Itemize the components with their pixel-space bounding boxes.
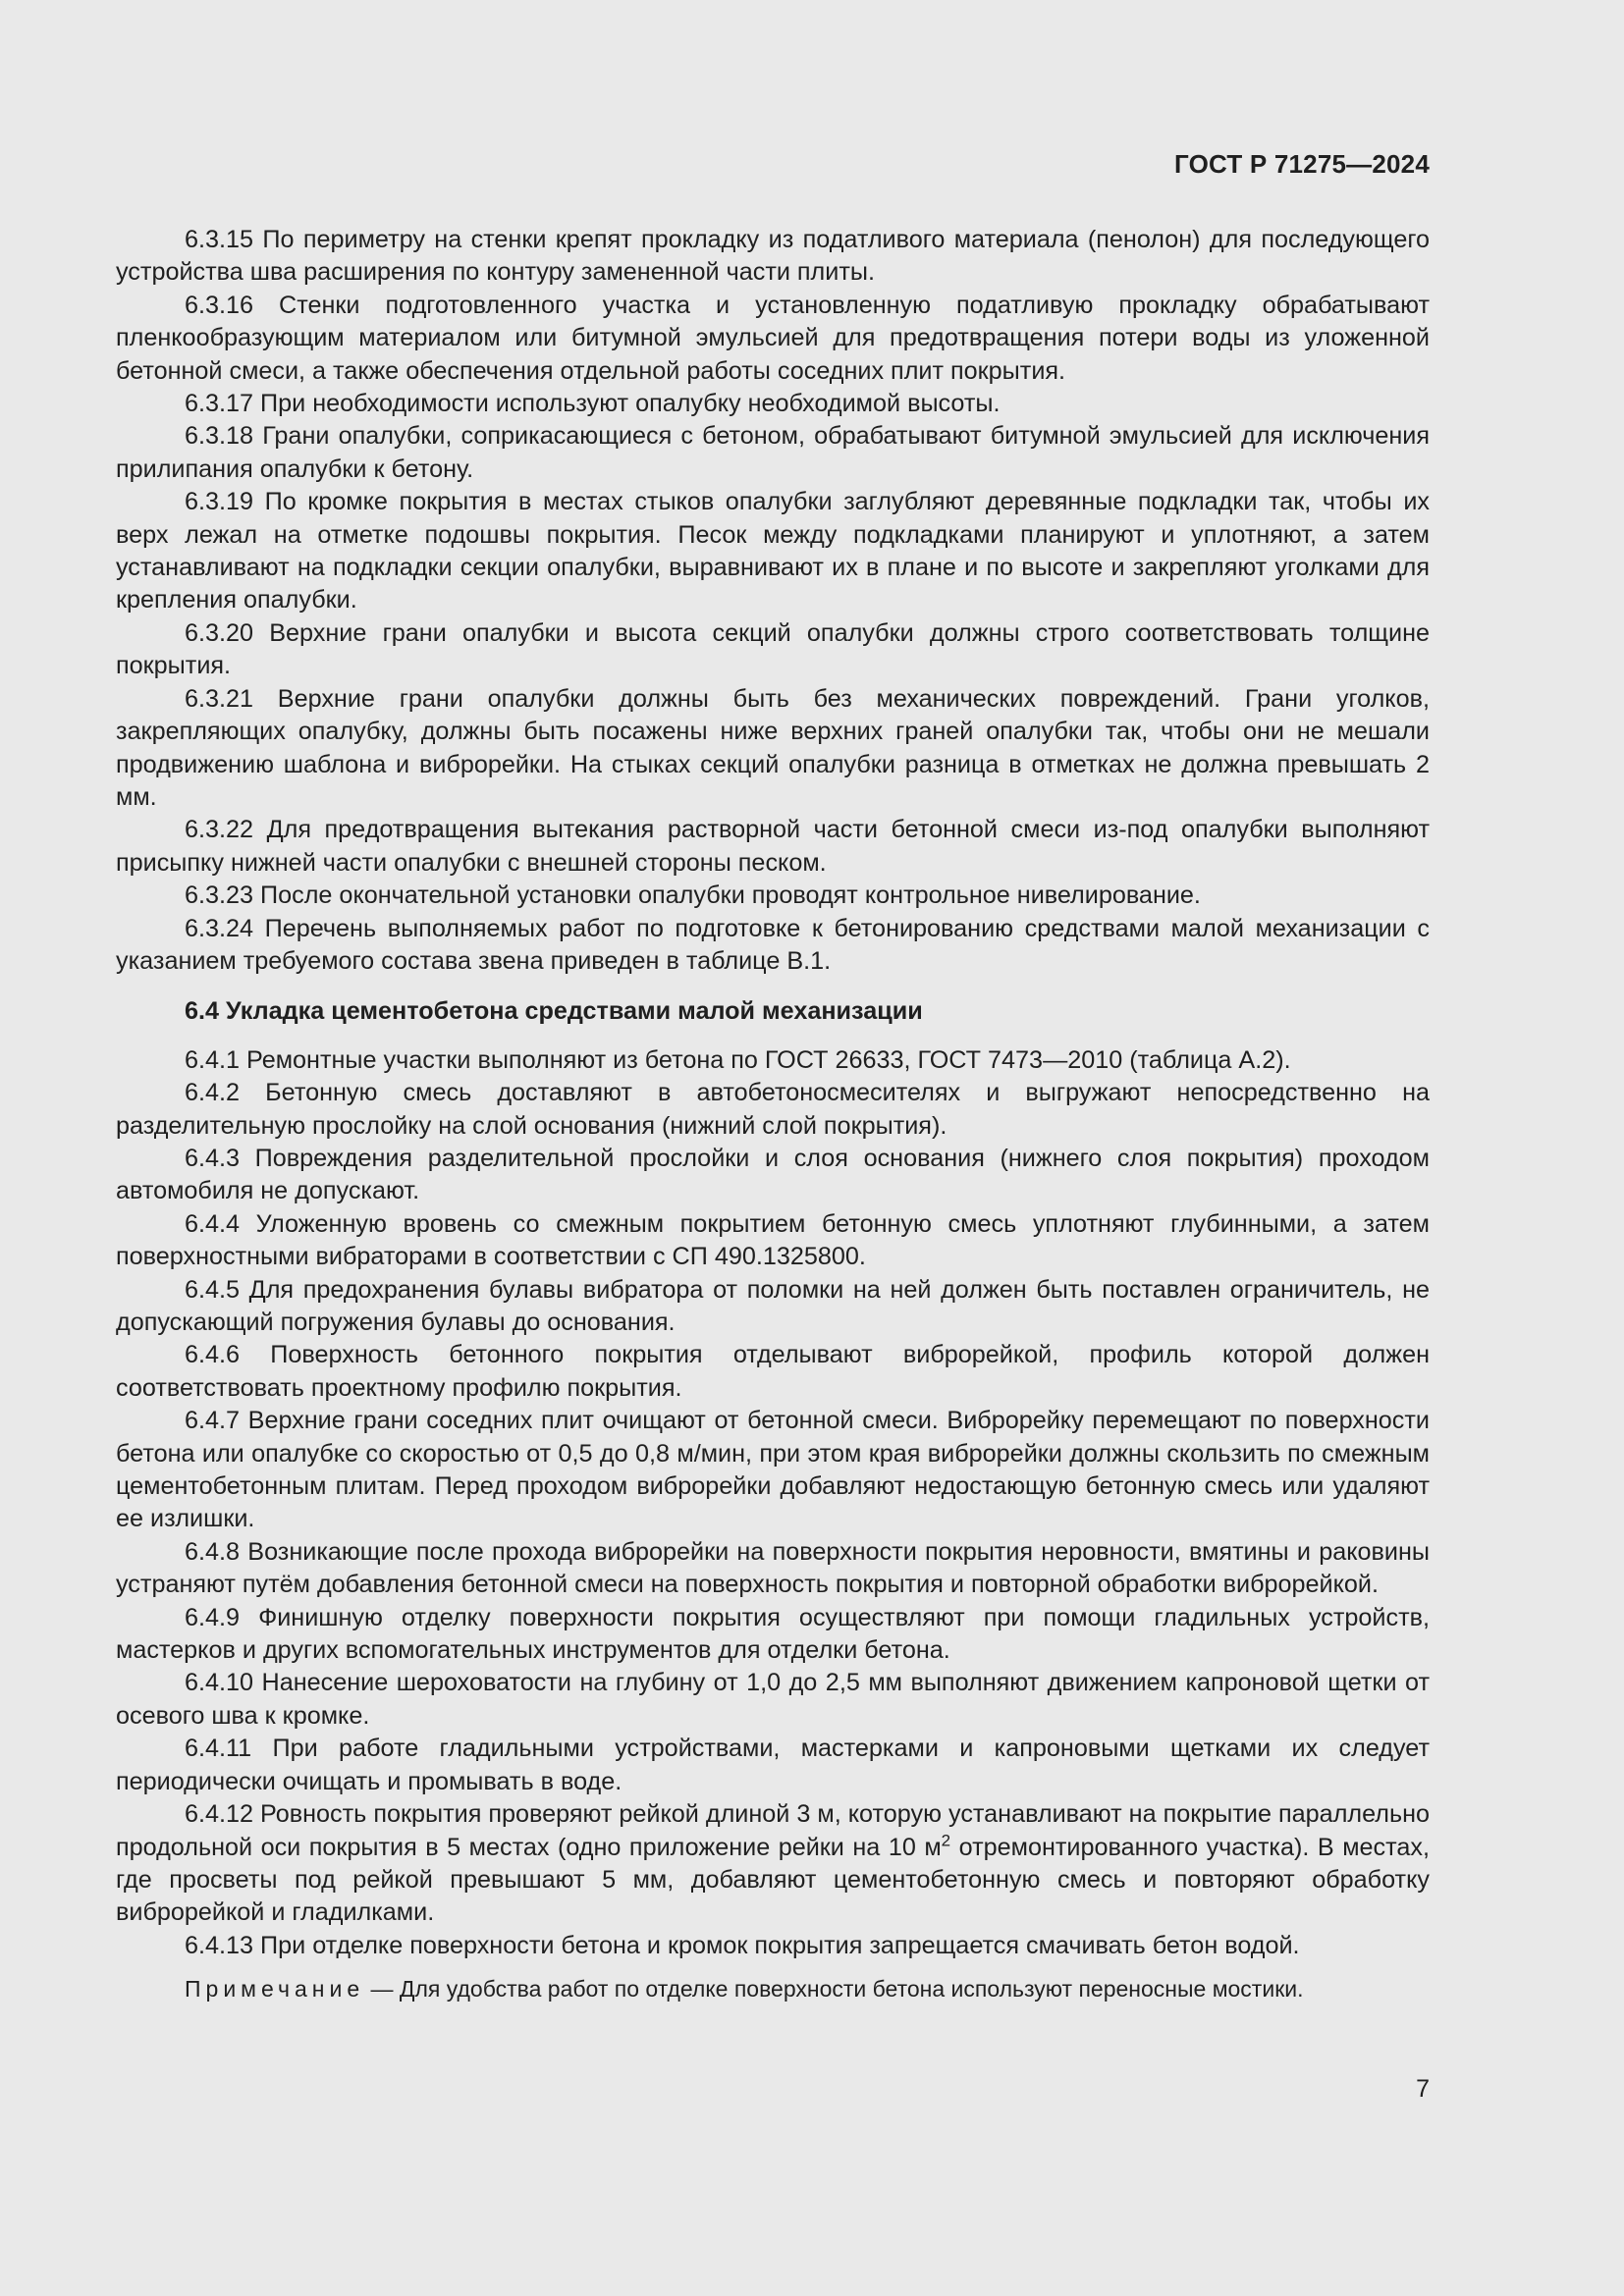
paragraph-6-4-11: 6.4.11 При работе гладильными устройствами, мастерками и капроновыми щетками их следует периодически очищать и промывать в воде. bbox=[116, 1735, 1430, 1795]
paragraph-6-3-21: 6.3.21 Верхние грани опалубки должны быть без механических повреждений. Грани уголков, закрепляющих опалубку, должны быть посажены ниже верхних граней опалубки так, чтобы они не мешали продвижению шаблона и виброрейки. На стыках секций опалубки разница в отметках не должна превышать 2 мм. bbox=[116, 684, 1430, 811]
section-title-6-4: 6.4 Укладка цементобетона средствами малой механизации bbox=[185, 997, 923, 1026]
paragraph-6-3-16: 6.3.16 Стенки подготовленного участка и установленную податливую прокладку обрабатывают пленкообразующим материалом или битумной эмульсией для предотвращения потери воды из уложенной бетонной смеси, а также обеспечения отдельной работы соседних плит покрытия. bbox=[116, 291, 1430, 385]
paragraph-6-4-7: 6.4.7 Верхние грани соседних плит очищают от бетонной смеси. Виброрейку перемещают по поверхности бетона или опалубке со скоростью от 0,5 до 0,8 м/мин, при этом края виброрейки должны скользить по смежным цементобетонным плитам. Перед проходом виброрейки добавляют недостающую бетонную смесь или удаляют ее излишки. bbox=[116, 1407, 1430, 1533]
paragraph-6-4-12-part-1: 6.4.12 Ровность покрытия проверяют рейкой длиной 3 м, которую устанавливают на покрытие параллельно продольной оси покрытия в 5 местах (одно приложение рейки на 10 м bbox=[116, 1800, 1430, 1861]
paragraph-6-4-4: 6.4.4 Уложенную вровень со смежным покрытием бетонную смесь уплотняют глубинными, а затем поверхностными вибраторами в соответствии с СП 490.1325800. bbox=[116, 1209, 1430, 1271]
paragraph-6-3-20: 6.3.20 Верхние грани опалубки и высота секций опалубки должны строго соответствовать толщине покрытия. bbox=[116, 618, 1430, 680]
paragraph-6-3-17: 6.3.17 При необходимости используют опалубку необходимой высоты. bbox=[185, 390, 1001, 418]
paragraph-6-4-5: 6.4.5 Для предохранения булавы вибратора от поломки на ней должен быть поставлен ограничитель, не допускающий погружения булавы до основания. bbox=[116, 1275, 1430, 1336]
paragraph-6-4-1: 6.4.1 Ремонтные участки выполняют из бетона по ГОСТ 26633, ГОСТ 7473—2010 (таблица А.2). bbox=[185, 1045, 1291, 1074]
paragraph-6-3-15: 6.3.15 По периметру на стенки крепят прокладку из податливого материала (пенолон) для последующего устройства шва расширения по контуру замененной части плиты. bbox=[116, 226, 1430, 287]
paragraph-6-4-3: 6.4.3 Повреждения разделительной прослойки и слоя основания (нижнего слоя покрытия) проходом автомобиля не допускают. bbox=[116, 1144, 1430, 1205]
paragraph-6-4-12 bbox=[116, 1798, 1430, 1930]
paragraph-6-3-23: 6.3.23 После окончательной установки опалубки проводят контрольное нивелирование. bbox=[185, 881, 1201, 910]
paragraph-6-4-8: 6.4.8 Возникающие после прохода виброрейки на поверхности покрытия неровности, вмятины и раковины устраняют путём добавления бетонной смеси на поверхность покрытия и повторной обработки виброрейкой. bbox=[116, 1537, 1430, 1599]
superscript-2: 2 bbox=[941, 1831, 951, 1850]
paragraph-6-4-9: 6.4.9 Финишную отделку поверхности покрытия осуществляют при помощи гладильных устройств, мастерков и других вспомогательных инструментов для отделки бетона. bbox=[116, 1603, 1430, 1665]
paragraph-6-4-6: 6.4.6 Поверхность бетонного покрытия отделывают виброрейкой, профиль которой должен соответствовать проектному профилю покрытия. bbox=[116, 1341, 1430, 1402]
note bbox=[116, 1974, 1430, 2004]
paragraph-6-3-18: 6.3.18 Грани опалубки, соприкасающиеся с бетоном, обрабатывают битумной эмульсией для исключения прилипания опалубки к бетону. bbox=[116, 422, 1430, 483]
document-body bbox=[116, 224, 1430, 2004]
paragraph-6-3-22: 6.3.22 Для предотвращения вытекания растворной части бетонной смеси из-под опалубки выполняют присыпку нижней части опалубки с внешней стороны песком. bbox=[116, 816, 1430, 877]
document-code-header: ГОСТ Р 71275—2024 bbox=[1174, 149, 1430, 179]
page-number: 7 bbox=[1416, 2075, 1430, 2103]
paragraph-6-4-2: 6.4.2 Бетонную смесь доставляют в автобетоносмесителях и выгружают непосредственно на разделительную прослойку на слой основания (нижний слой покрытия). bbox=[116, 1079, 1430, 1140]
paragraph-6-4-13: 6.4.13 При отделке поверхности бетона и кромок покрытия запрещается смачивать бетон водой. bbox=[185, 1931, 1300, 1959]
note-label: Примечание bbox=[185, 1976, 365, 2002]
paragraph-6-3-24: 6.3.24 Перечень выполняемых работ по подготовке к бетонированию средствами малой механизации с указанием требуемого состава звена приведен в таблице В.1. bbox=[116, 914, 1430, 975]
paragraph-6-4-10: 6.4.10 Нанесение шероховатости на глубину от 1,0 до 2,5 мм выполняют движением капроновой щетки от осевого шва к кромке. bbox=[116, 1669, 1430, 1730]
note-text: — Для удобства работ по отделке поверхности бетона используют переносные мостики. bbox=[364, 1976, 1304, 2002]
paragraph-6-4-12-part-2: отремонтированного участка). В местах, где просветы под рейкой превышают 5 мм, добавляют цементобетонную смесь и повторяют обработку виброрейкой и гладилками. bbox=[116, 1833, 1430, 1927]
paragraph-6-3-19: 6.3.19 По кромке покрытия в местах стыков опалубки заглубляют деревянные подкладки так, чтобы их верх лежал на отметке подошвы покрытия. Песок между подкладками планируют и уплотняют, а затем устанавливают на подкладки секции опалубки, выравнивают их в плане и по высоте и закрепляют уголками для крепления опалубки. bbox=[116, 488, 1430, 614]
